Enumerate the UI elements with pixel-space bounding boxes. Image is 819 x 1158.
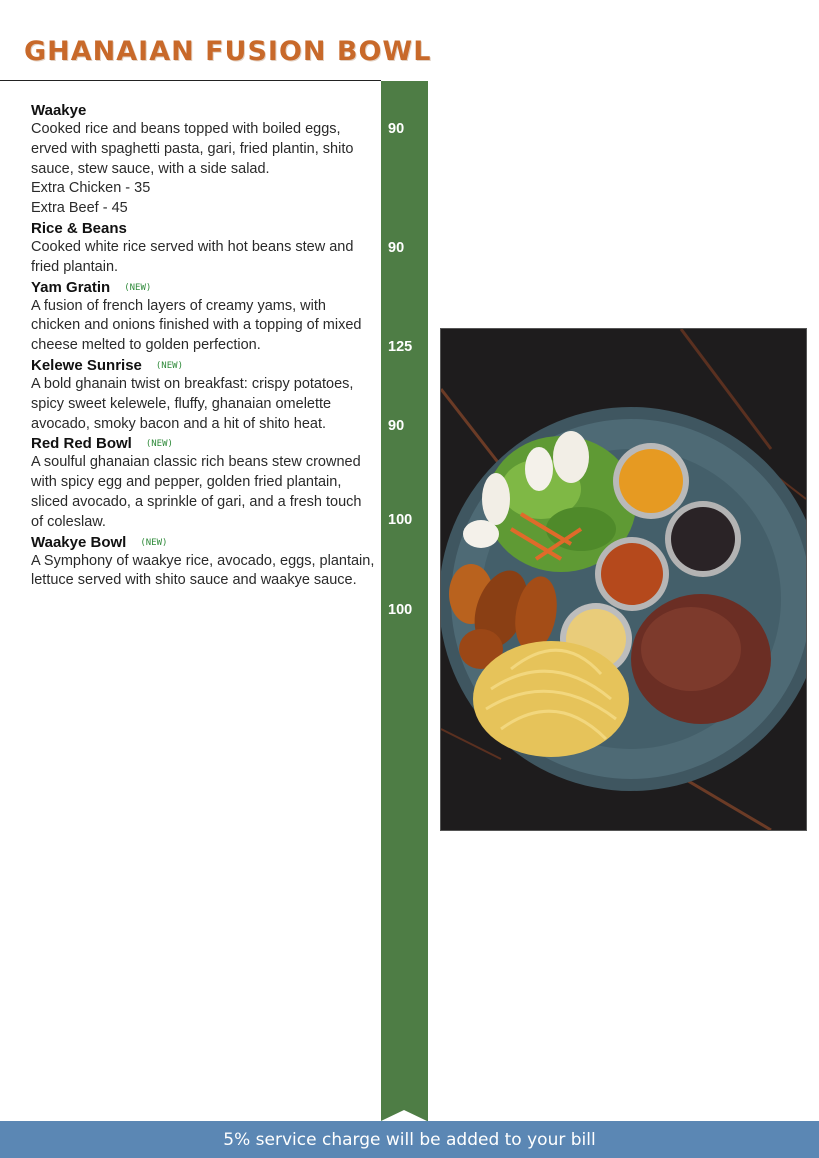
item-extra: Extra Chicken - 35 xyxy=(31,180,151,197)
item-name: Yam Gratin xyxy=(31,278,111,296)
new-badge: (NEW) xyxy=(145,439,173,450)
item-name: Rice & Beans xyxy=(31,219,127,237)
menu-list xyxy=(31,101,376,591)
menu-item-yam-gratin xyxy=(31,278,376,356)
menu-item-kelewe-sunrise xyxy=(31,356,376,434)
food-photo xyxy=(440,328,807,831)
item-extra: Extra Beef - 45 xyxy=(31,200,128,217)
price-waakye: 90 xyxy=(388,121,405,137)
item-description: A bold ghanain twist on breakfast: crispy potatoes, spicy sweet kelewele, fluffy, ghanaian omelette avocado, smoky bacon and a hit of shito heat. xyxy=(31,375,354,432)
item-description: A Symphony of waakye rice, avocado, eggs, plantain, lettuce served with shito sauce and waakye sauce. xyxy=(31,552,375,589)
menu-title: GHANAIAN FUSION BOWL xyxy=(24,36,432,67)
menu-item-rice-beans xyxy=(31,219,376,278)
title-divider xyxy=(0,80,381,81)
menu-item-waakye-bowl xyxy=(31,533,376,592)
item-name: Red Red Bowl xyxy=(31,435,132,453)
item-name: Waakye Bowl xyxy=(31,533,127,551)
new-badge: (NEW) xyxy=(124,282,152,293)
price-rice-beans: 90 xyxy=(388,240,405,256)
food-plate-illustration xyxy=(441,329,806,830)
price-kelewe-sunrise: 90 xyxy=(388,418,405,434)
price-waakye-bowl: 100 xyxy=(388,602,413,618)
item-name: Waakye xyxy=(31,102,87,119)
price-column-bar xyxy=(381,81,428,1121)
service-charge-banner: 5% service charge will be added to your bill xyxy=(0,1121,819,1158)
menu-item-waakye xyxy=(31,101,376,219)
new-badge: (NEW) xyxy=(140,537,168,548)
item-description: Cooked white rice served with hot beans stew and fried plantain. xyxy=(31,238,354,275)
item-description: A fusion of french layers of creamy yams, with chicken and onions finished with a topping of mixed cheese melted to golden perfection. xyxy=(31,297,362,354)
item-name: Kelewe Sunrise xyxy=(31,356,142,374)
price-red-red-bowl: 100 xyxy=(388,512,413,528)
item-description: A soulful ghanaian classic rich beans stew crowned with spicy egg and pepper, golden fried plantain, sliced avocado, a sprinkle of gari, and a fresh touch of coleslaw. xyxy=(31,454,362,530)
menu-item-red-red-bowl xyxy=(31,434,376,532)
price-bar-notch xyxy=(381,1110,427,1121)
item-description: Cooked rice and beans topped with boiled eggs, erved with spaghetti pasta, gari, fried plantin, shito sauce, stew sauce, with a side salad. xyxy=(31,121,354,177)
new-badge: (NEW) xyxy=(155,360,183,371)
price-yam-gratin: 125 xyxy=(388,339,413,355)
